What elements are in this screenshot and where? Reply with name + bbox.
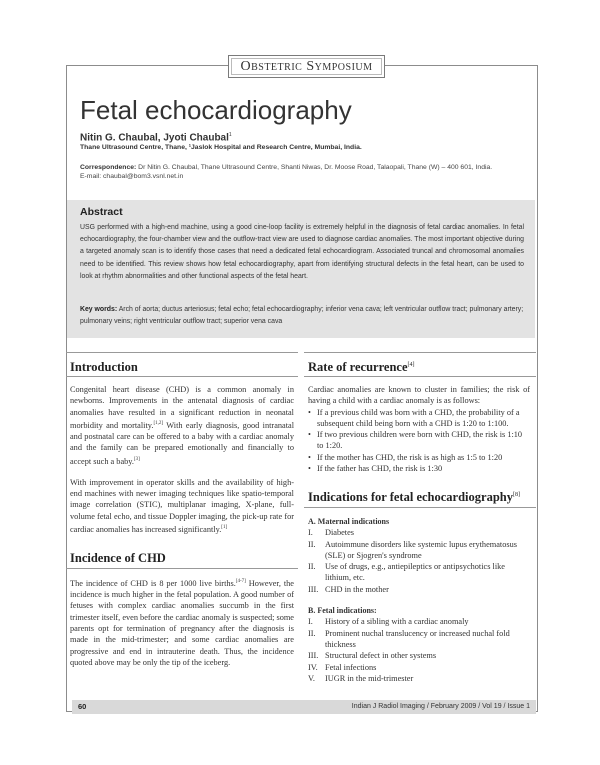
list-item: • If the father has CHD, the risk is 1:30: [308, 463, 530, 474]
incidence-heading: Incidence of CHD: [70, 551, 166, 565]
intro-paragraph-2: With improvement in operator skills and the availability of high-end machines with newer imaging techniques like spatio-temporal image correlation (STIC), multiplanar imaging, X-plane, full-volume fetal echo, and tissue Doppler imaging, the pick-up rate for cardiac anomalies has increased significantly.[1]: [70, 477, 294, 534]
journal-citation: Indian J Radiol Imaging / February 2009 / Vol 19 / Issue 1: [351, 703, 530, 710]
affiliation: Thane Ultrasound Centre, Thane, ¹Jaslok Hospital and Research Centre, Mumbai, India.: [80, 144, 362, 151]
list-item: • If two previous children were born with CHD, the risk is 1:10 to 1:20.: [308, 429, 530, 452]
article-title: Fetal echocardiography: [80, 95, 352, 125]
keywords-text: Arch of aorta; ductus arteriosus; fetal echo; fetal echocardiography; inferior vena cava; left ventricular outflow tract; pulmonary artery; pulmonary veins; right ventricular outflow tract; superior vena cava: [80, 306, 524, 326]
intro-paragraph-1: Congenital heart disease (CHD) is a common anomaly in newborns. Improvements in the antenatal diagnosis of cardiac anomalies have resulted in a significant reduction in neonatal morbidity and mortality.[1,2] With early diagnosis, good intranatal and postnatal care can be offered to a baby with a cardiac anomaly and the family can be prepared emotionally and financially to accept such a baby.[3]: [70, 385, 294, 466]
author-superscript: 1: [228, 132, 232, 138]
recurrence-heading: Rate of recurrence[4]: [308, 360, 415, 374]
indications-rule: [304, 507, 536, 508]
introduction-text: [70, 384, 294, 535]
section-label-box: [228, 55, 385, 78]
recurrence-text: [308, 384, 530, 474]
list-item: V. IUGR in the mid-trimester: [308, 673, 414, 683]
maternal-label: A. Maternal indications: [308, 517, 390, 526]
intro-bottom-rule: [66, 376, 298, 377]
authors: Nitin G. Chaubal, Jyoti Chaubal: [80, 132, 229, 144]
keywords-label: Key words:: [80, 306, 118, 313]
list-item: II. Use of drugs, e.g., antiepileptics or antipsychotics like lithium, etc.: [308, 562, 505, 583]
introduction-heading: Introduction: [70, 360, 138, 374]
list-item: III. Structural defect in other systems: [308, 651, 437, 661]
abstract-body: USG performed with a high-end machine, using a good cine-loop facility is extremely helpful in the diagnosis of fetal cardiac anomalies. In fetal echocardiography, the four-chamber view and the outflow-tract view are used to diagnose cardiac anomalies. The most important objective during a targeted anomaly scan is to identify those cases that need a dedicated fetal echocardiogram. Associated truncal and chromosomal anomalies need to be identified. This review shows how fetal echocardiography, apart from identifying structural defects in the fetal heart, can be used to look at rhythm abnormalities and other functional aspects of the fetal heart.: [80, 224, 524, 280]
abstract-heading: Abstract: [80, 206, 123, 218]
abstract-box: [67, 200, 535, 338]
list-item: • If the mother has CHD, the risk is as high as 1:5 to 1:20: [308, 452, 530, 463]
indications-text: [308, 516, 530, 684]
list-item: I. Diabetes: [308, 528, 355, 538]
fetal-label: B. Fetal indications:: [308, 606, 377, 616]
correspondence-label: Correspondence:: [80, 164, 137, 171]
maternal-list: [308, 527, 530, 595]
list-item: IV. Fetal infections: [308, 662, 377, 672]
incidence-paragraph: The incidence of CHD is 8 per 1000 live births.[4-7] However, the incidence is much higher in the fetal population. A good number of fetuses with complex cardiac anomalies succumb in the first trimester itself, even before the cardiac anomaly is suspected; some parents opt for termination of pregnancy after the diagnosis is made in the mid-trimester; and some cardiac anomalies are progressive and end in intrauterine death. Thus, the incidence quoted above may be only the tip of the iceberg.: [70, 578, 294, 667]
fetal-list: [308, 616, 530, 684]
recurrence-list: [308, 407, 530, 475]
list-item: II. Prominent nuchal translucency or increased nuchal fold thickness: [308, 628, 510, 649]
incidence-text: [70, 576, 294, 668]
list-item: II. Autoimmune disorders like systemic lupus erythematosus (SLE) or Sjogren's syndrome: [308, 539, 517, 560]
section-label: Obstetric Symposium: [240, 59, 373, 74]
recurrence-bottom-rule: [304, 376, 536, 377]
email: E-mail: chaubal@bom3.vsnl.net.in: [80, 173, 184, 180]
correspondence-text: Dr Nitin G. Chaubal, Thane Ultrasound Centre, Shanti Niwas, Dr. Moose Road, Talaopali, Thane (W) – 400 601, India.: [138, 164, 493, 171]
incidence-rule: [66, 568, 298, 569]
recurrence-top-rule: [304, 352, 536, 353]
page-number: 60: [72, 700, 108, 714]
keywords: [80, 304, 524, 328]
authors-line: [80, 132, 232, 143]
indications-heading: Indications for fetal echocardiography[8]: [308, 490, 520, 504]
intro-top-rule: [66, 352, 298, 353]
list-item: III. CHD in the mother: [308, 584, 389, 594]
correspondence: [80, 163, 520, 181]
list-item: I. History of a sibling with a cardiac anomaly: [308, 617, 469, 627]
recurrence-intro: Cardiac anomalies are known to cluster in families; the risk of having a child with a cardiac anomaly is as follows:: [308, 385, 530, 406]
list-item: • If a previous child was born with a CHD, the probability of a subsequent child being born with a CHD is 1:20 to 1:100.: [308, 407, 530, 430]
